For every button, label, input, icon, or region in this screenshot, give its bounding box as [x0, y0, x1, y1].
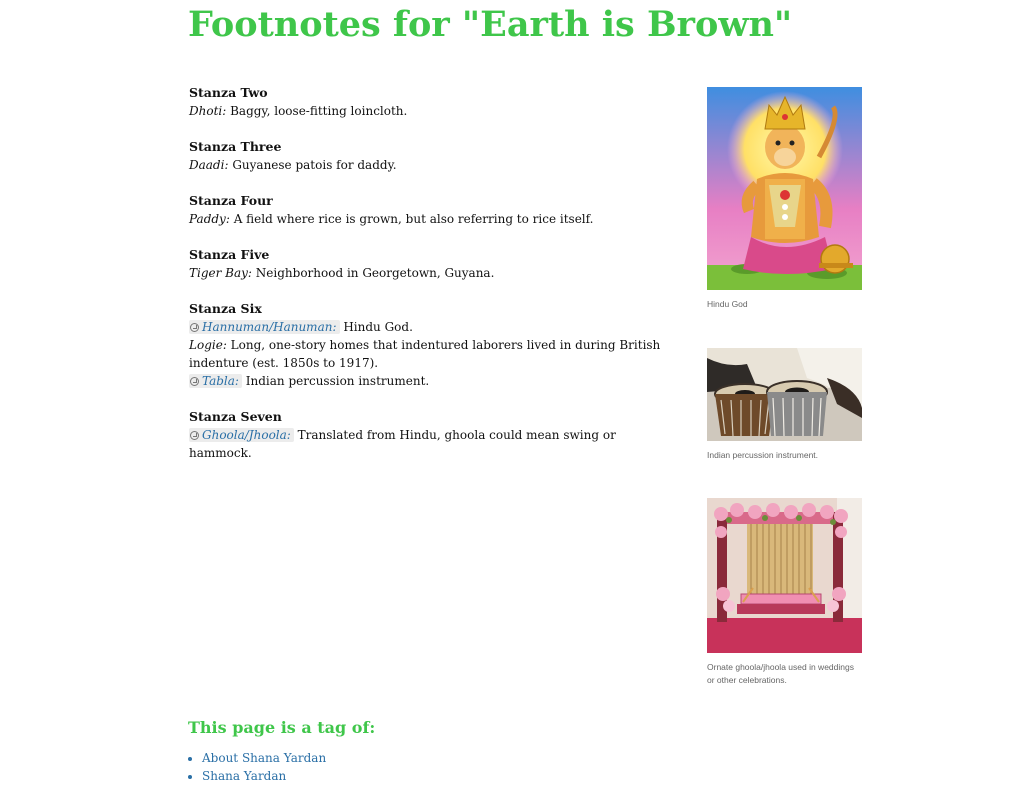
tag-link-shana-yardan[interactable]: • Shana Yardan	[202, 767, 326, 785]
footnote-term: Tabla:	[202, 374, 239, 388]
footnote	[189, 318, 669, 336]
jhoola-image[interactable]	[707, 498, 862, 653]
stanza-five	[189, 246, 669, 282]
annotation-icon	[190, 377, 199, 386]
footnote	[189, 102, 669, 120]
tabla-image[interactable]	[707, 348, 862, 441]
footnote	[189, 426, 669, 462]
stanza-two	[189, 84, 669, 120]
tags-heading: This page is a tag of:	[188, 718, 376, 737]
stanza-heading: Stanza Six	[189, 301, 262, 316]
footnote-term: Daadi:	[189, 158, 229, 172]
tag-link-about-shana-yardan[interactable]: • About Shana Yardan	[202, 749, 326, 767]
stanza-heading: Stanza Three	[189, 139, 282, 154]
footnote-text: Hindu God.	[339, 320, 413, 334]
stanza-heading: Stanza Five	[189, 247, 270, 262]
figure-caption: Indian percussion instrument.	[707, 450, 819, 460]
footnote-text: A field where rice is grown, but also referring to rice itself.	[229, 212, 594, 226]
stanza-three	[189, 138, 669, 174]
stanza-four	[189, 192, 669, 228]
footnote-term: Hannuman/Hanuman:	[202, 320, 337, 334]
figure-caption: Ornate ghoola/jhoola used in weddings or other celebrations.	[707, 662, 854, 685]
figure-hanuman	[707, 87, 863, 311]
stanza-seven	[189, 408, 669, 462]
hanuman-image[interactable]	[707, 87, 862, 290]
figure-caption: Hindu God	[707, 299, 748, 309]
footnote-term: Paddy:	[189, 212, 230, 226]
footnote	[189, 264, 669, 282]
footnote	[189, 336, 669, 372]
annotation-icon	[190, 323, 199, 332]
footnote-term: Dhoti:	[189, 104, 227, 118]
footnote	[189, 156, 669, 174]
stanza-heading: Stanza Four	[189, 193, 273, 208]
annotation-link-jhoola[interactable]	[189, 428, 294, 442]
footnote	[189, 210, 669, 228]
footnotes-content	[189, 84, 669, 480]
stanza-heading: Stanza Two	[189, 85, 268, 100]
annotation-link-tabla[interactable]	[189, 374, 242, 388]
footnote	[189, 372, 669, 390]
footnote-text: Baggy, loose-fitting loincloth.	[226, 104, 408, 118]
footnote-term: Logie:	[189, 338, 227, 352]
figure-jhoola	[707, 498, 863, 687]
footnote-term: Tiger Bay:	[189, 266, 252, 280]
tags-list	[188, 749, 326, 785]
footnote-term: Ghoola/Jhoola:	[202, 428, 291, 442]
stanza-heading: Stanza Seven	[189, 409, 282, 424]
annotation-icon	[190, 431, 199, 440]
figure-tabla	[707, 348, 863, 462]
footnote-text: Guyanese patois for daddy.	[228, 158, 397, 172]
stanza-six	[189, 300, 669, 390]
page-title: Footnotes for "Earth is Brown"	[188, 4, 793, 45]
annotation-link-hanuman[interactable]	[189, 320, 340, 334]
footnote-text: Neighborhood in Georgetown, Guyana.	[251, 266, 495, 280]
footnote-text: Long, one-story homes that indentured laborers lived in during British indenture (est. 1850s to 1917).	[189, 338, 661, 370]
footnote-text: Indian percussion instrument.	[241, 374, 430, 388]
footnote-text: Translated from Hindu, ghoola could mean swing or hammock.	[189, 428, 616, 460]
